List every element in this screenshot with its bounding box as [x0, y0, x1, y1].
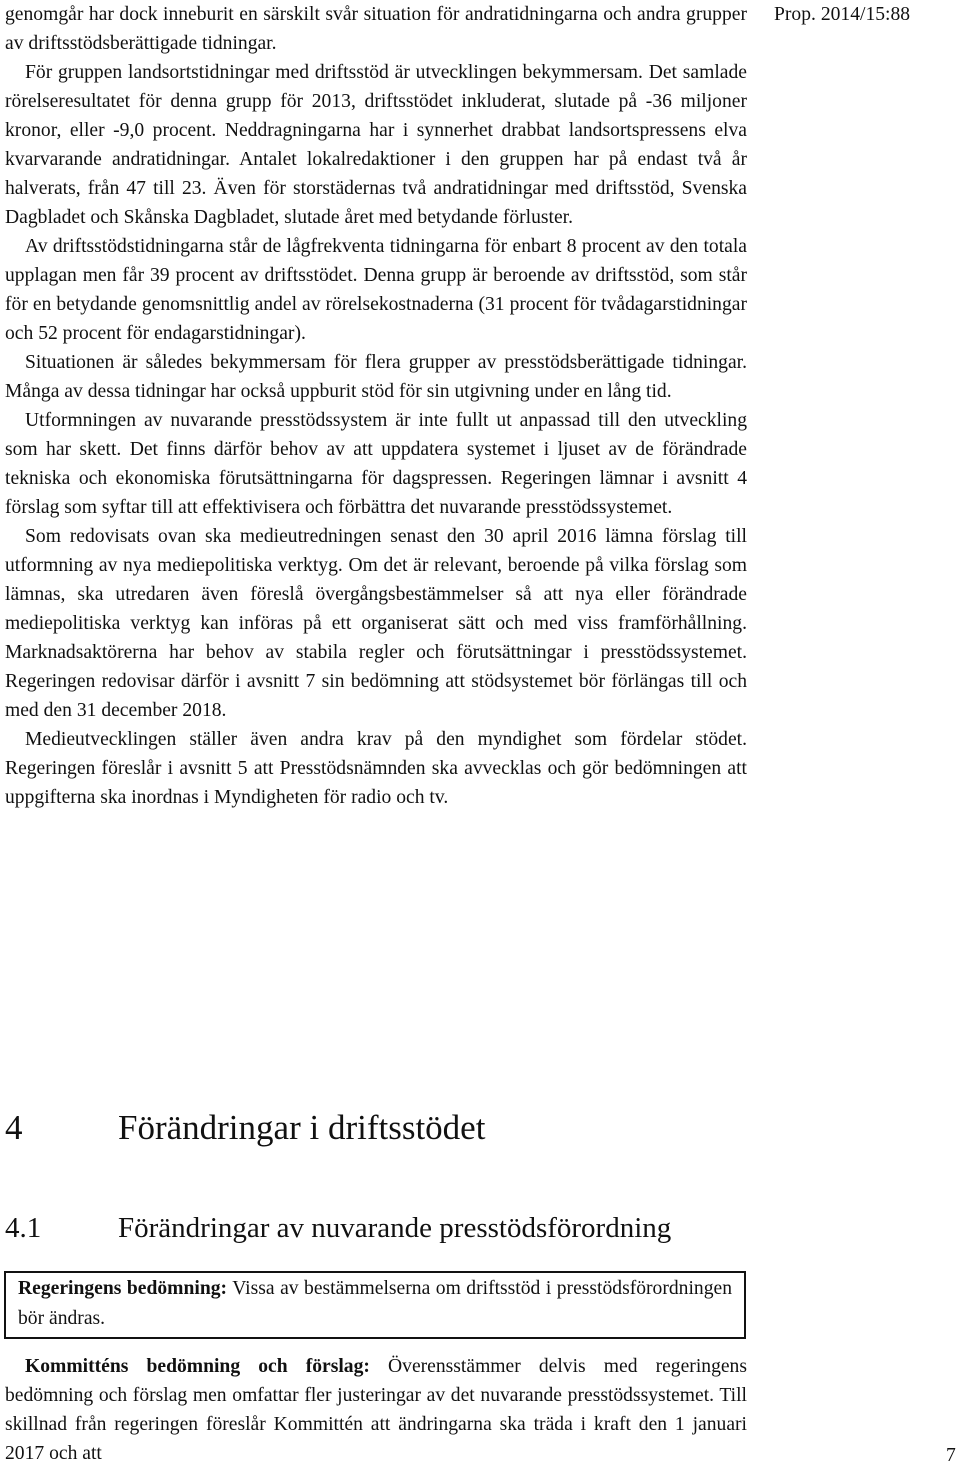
committee-text: Överensstämmer delvis med regeringens bedömning och förslag men omfattar fler justeringar av det nuvarande presstödssystemet. Till skillnad från regeringen föreslår Kommittén att ändringarna ska träda i kraft den 1 januari 2017 och att [5, 1356, 747, 1464]
proposition-number: Prop. 2014/15:88 [774, 4, 911, 25]
assessment-box [4, 1271, 746, 1339]
page-number: 7 [946, 1445, 956, 1466]
paragraph-7: Medieutvecklingen ställer även andra krav på den myndighet som fördelar stödet. Regeringen föreslår i avsnitt 5 att Presstödsnämnden ska avvecklas och gör bedömningen att uppgifterna ska inordnas i Myndigheten för radio och tv. [5, 729, 747, 808]
paragraph-5: Utformningen av nuvarande presstödssystem är inte fullt ut anpassad till den utveckling som har skett. Det finns därför behov av att uppdatera systemet i ljuset av de förändrade tekniska och ekonomiska förutsättningarna för dagspressen. Regeringen lämnar i avsnitt 4 förslag som syftar till att effektivisera och förbättra det nuvarande presstödssystemet. [5, 410, 747, 518]
paragraph-2: För gruppen landsortstidningar med driftsstöd är utvecklingen bekymmersam. Det samlade rörelseresultatet för denna grupp för 2013, driftsstödet inkluderat, slutade på -36 miljoner kronor, eller -9,0 procent. Neddragningarna har i synnerhet drabbat landsortspressens elva kvarvarande andratidningar. Antalet lokalredaktioner i den gruppen har på endast två år halverats, från 47 till 23. Även för storstädernas två andratidningar med driftsstöd, Svenska Dagbladet och Skånska Dagbladet, slutade året med betydande förluster. [5, 62, 747, 228]
committee-lead: Kommitténs bedömning och förslag: [25, 1356, 370, 1377]
subsection-number: 4.1 [5, 1212, 42, 1244]
subsection-heading [5, 1208, 671, 1248]
body-text [5, 0, 747, 812]
assessment-lead: Regeringens bedömning: [18, 1278, 228, 1299]
section-number: 4 [5, 1108, 23, 1147]
section-title: Förändringar i driftsstödet [118, 1108, 486, 1147]
paragraph-3: Av driftsstödstidningarna står de lågfrekventa tidningarna för enbart 8 procent av den totala upplagan men får 39 procent av driftsstödet. Denna grupp är beroende av driftsstöd, som står för en betydande genomsnittlig andel av rörelsekostnaderna (31 procent för tvådagarstidningar och 52 procent för endagarstidningar). [5, 236, 747, 344]
paragraph-6: Som redovisats ovan ska medieutredningen senast den 30 april 2016 lämna förslag till utformning av nya mediepolitiska verktyg. Om det är relevant, beroende på vilka förslag som lämnas, ska utredaren även föreslå övergångsbestämmelser så att nya eller förändrade mediepolitiska verktyg kan införas på ett organiserat sätt och med viss framförhållning. Marknadsaktörerna har behov av stabila regler och förutsättningar i presstödssystemet. Regeringen redovisar därför i avsnitt 7 sin bedömning att stödsystemet bör förlängas till och med den 31 december 2018. [5, 526, 747, 721]
section-heading [5, 1104, 485, 1152]
subsection-title: Förändringar av nuvarande presstödsförordning [118, 1212, 672, 1244]
paragraph-4: Situationen är således bekymmersam för flera grupper av presstödsberättigade tidningar. Många av dessa tidningar har också uppburit stöd för sin utgivning under en lång tid. [5, 352, 747, 402]
paragraph-1: genomgår har dock inneburit en särskilt svår situation för andratidningarna och andra grupper av driftsstödsberättigade tidningar. [5, 4, 747, 54]
assessment-text: Vissa av bestämmelserna om driftsstöd i presstödsförordningen bör ändras. [18, 1278, 732, 1329]
committee-paragraph [5, 1352, 747, 1468]
